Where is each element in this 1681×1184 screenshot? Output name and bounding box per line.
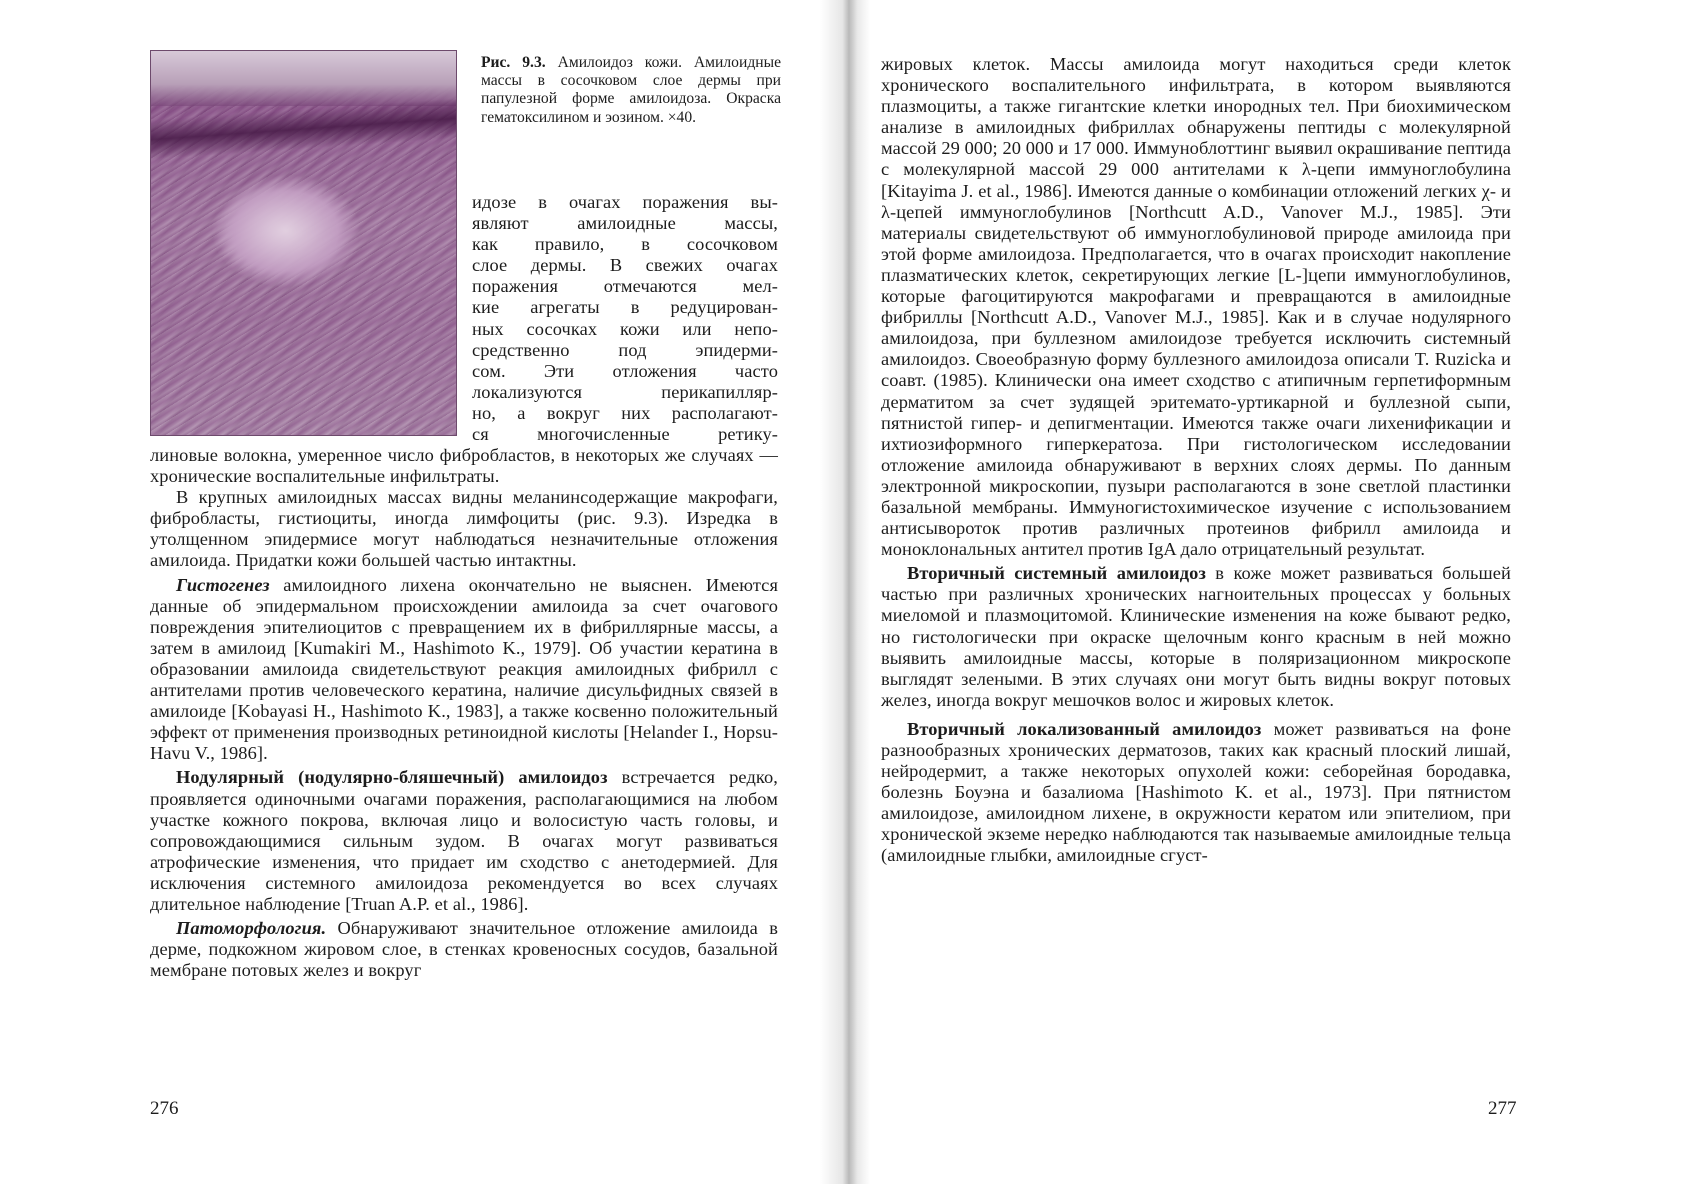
term-nodular-amyloidosis: Нодулярный (нодулярно-бляшечный) амилоидоз bbox=[176, 767, 608, 788]
wrap-line: ных сосочках кожи или непо- bbox=[472, 318, 778, 339]
page-number: 276 bbox=[150, 1098, 179, 1119]
figure-caption-label: Рис. 9.3. bbox=[481, 54, 546, 71]
term-secondary-localized-amyloidosis: Вторичный локализованный амилоидоз bbox=[907, 718, 1262, 739]
figure-dark-band bbox=[151, 98, 456, 159]
figure-epidermis-region bbox=[151, 51, 456, 106]
wrap-text-block bbox=[472, 192, 778, 445]
wrap-line: кие агрегаты в редуцирован- bbox=[472, 297, 778, 318]
right-body-text bbox=[881, 54, 1511, 867]
paragraph: Нодулярный (нодулярно-бляшечный) амилоидоз встречается редко, проявляется одиночными очагами поражения, располагающимися на любом участке кожного покрова, включая лицо и волосистую часть головы, и сопровождающимися сильным зудом. В очагах могут развиваться атрофические изменения, что придает им сходство с анетодермией. Для исключения системного амилоидоза рекомендуется во всех случаях длительное наблюдение [Truan A.P. et al., 1986]. bbox=[150, 767, 779, 914]
term-secondary-systemic-amyloidosis: Вторичный системный амилоидоз bbox=[907, 563, 1206, 584]
term-pathomorphology: Патоморфология. bbox=[176, 918, 327, 939]
wrap-line: идозе в очагах поражения вы- bbox=[472, 192, 778, 212]
left-body-text bbox=[150, 445, 778, 981]
right-page bbox=[840, 0, 1681, 1184]
wrap-line: средственно под эпидерми- bbox=[472, 339, 778, 360]
paragraph: Патоморфология. Обнаруживают значительное отложение амилоида в дерме, подкожном жировом слое, в стенках кровеносных сосудов, базальной мембране потовых желез и вокруг bbox=[150, 918, 778, 981]
paragraph: линовые волокна, умеренное число фибробластов, в некоторых же случаях — хронические воспалительные инфильтраты. bbox=[150, 445, 778, 487]
paragraph: В крупных амилоидных массах видны меланинсодержащие макрофаги, фибробласты, гистиоциты, иногда лимфоциты (рис. 9.3). Изредка в утолщенном эпидермисе могут наблюдаться незначительные отложения амилоида. Придатки кожи большей частью интактны. bbox=[150, 487, 778, 571]
wrap-line: слое дермы. В свежих очагах bbox=[472, 255, 778, 276]
paragraph: Гистогенез амилоидного лихена окончательно не выяснен. Имеются данные об эпидермальном происхождении амилоида за счет очагового повреждения эпителиоцитов с превращением их в фибриллярные массы, а затем в амилоид [Kumakiri M., Hashimoto K., 1979]. Об участии кератина в образовании амилоида свидетельствуют реакция амилоидных фибрилл с антителами против человеческого кератина, наличие дисульфидных связей в амилоиде [Kobayasi H., Hashimoto K., 1983], а также косвенно положительный эффект от применения производных ретиноидной кислоты [Helander I., Hopsu-Havu V., 1986]. bbox=[150, 574, 778, 764]
paragraph: жировых клеток. Массы амилоида могут находиться среди клеток хронического воспалительного инфильтрата, в котором выявляются плазмоциты, а также гигантские клетки инородных тел. При биохимическом анализе в амилоидных фибриллах обнаружены пептиды с молекулярной массой 29 000; 20 000 и 17 000. Иммуноблоттинг выявил окрашивание пептида с молекулярной массой 29 000 антителами к λ-цепи иммуноглобулина [Kitayima J. et al., 1986]. Имеются данные о комбинации отложений легких χ- и λ-цепей иммуноглобулинов [Northcutt A.D., Vanover M.J., 1985]. Эти материалы свидетельствуют об иммуноглобулиновой природе амилоида при этой форме амилоидоза. Предполагается, что в очагах происходит накопление плазматических клеток, секретирующих легкие [L-]цепи иммуноглобулинов, которые фагоцитируются макрофагами и превращаются в амилоидные фибриллы [Northcutt A.D., Vanover M.J., 1985]. Как и в случае нодулярного амилоидоза, при буллезном амилоидозе требуется исключить системный амилоидоз. Своеобразную форму буллезного амилоидоза описали T. Ruzicka и соавт. (1985). Клинически она имеет сходство с атипичным герпетиформным дерматитом за счет зудящей эритемато-уртикарной и буллезной сыпи, пятнистой гипер- и депигментации. Имеются также очаги лихенификации и ихтиозиформного гиперкератоза. При гистологическом исследовании отложение амилоида обнаруживают в верхних слоях дермы. По данным электронной микроскопии, пузыри располагаются в зоне светлой пластинки базальной мембраны. Иммуногистохимическое изучение с использованием антисывороток против различных протеинов фибрилл амилоида и моноклональных антител против IgA дало отрицательный результат. bbox=[881, 54, 1511, 560]
figure-caption-text: Амилоидоз кожи. Амилоидные массы в сосочковом слое дермы при папулезной форме амилоидоза. Окраска гематоксилином и эозином. ×40. bbox=[481, 54, 781, 126]
paragraph: Вторичный системный амилоидоз в коже может развиваться большей частью при различных хронических нагноительных процессах у больных миеломой и плазмоцитомой. Клинические изменения на коже бывают редко, но гистологически при окраске щелочным конго красным в ней можно выявить амилоидные массы, которые в поляризационном микроскопе выглядят зелеными. В этих случаях они могут быть видны вокруг потовых желез, иногда вокруг мешочков волос и жировых клеток. bbox=[881, 563, 1511, 710]
paragraph: Вторичный локализованный амилоидоз может развиваться на фоне разнообразных хронических дерматозов, таких как красный плоский лишай, нейродермит, а также некоторых опухолей кожи: себорейная бородавка, болезнь Боуэна и базалиома [Hashimoto K. et al., 1973]. При пятнистом амилоидозе, амилоидном лихене, в окружности кератом или эпителиом, при хронической экземе нередко наблюдаются так называемые амилоидные тельца (амилоидные глыбки, амилоидные сгуст- bbox=[881, 718, 1511, 866]
wrap-line: как правило, в сосочковом bbox=[472, 234, 778, 255]
wrap-line: локализуются перикапилляр- bbox=[472, 381, 778, 402]
wrap-line: являют амилоидные массы, bbox=[472, 213, 778, 234]
left-page bbox=[0, 0, 840, 1184]
term-histogenesis: Гистогенез bbox=[176, 574, 270, 595]
wrap-line: сом. Эти отложения часто bbox=[472, 360, 778, 381]
figure-caption bbox=[481, 54, 781, 127]
histology-figure bbox=[150, 50, 457, 436]
page-number: 277 bbox=[1488, 1098, 1517, 1119]
wrap-line: поражения отмечаются мел- bbox=[472, 276, 778, 297]
wrap-line: но, а вокруг них располагают- bbox=[472, 402, 778, 423]
wrap-line: ся многочисленные ретику- bbox=[472, 424, 778, 445]
